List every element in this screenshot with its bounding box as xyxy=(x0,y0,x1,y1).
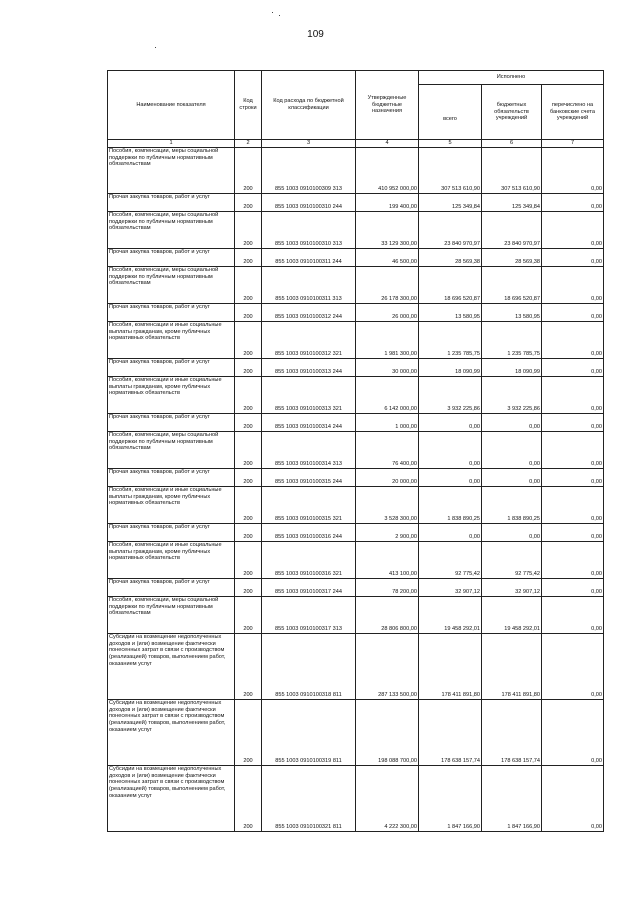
row-line-code: 200 xyxy=(235,633,262,699)
header-executed: Исполнено xyxy=(419,71,604,85)
table-row xyxy=(108,358,604,376)
table-row xyxy=(108,248,604,266)
header-approved-appropriations: Утвержденные бюджетные назначения xyxy=(356,71,419,140)
column-number: 6 xyxy=(482,140,542,148)
row-obligations: 3 932 225,86 xyxy=(482,376,542,413)
table-row xyxy=(108,431,604,468)
row-bank: 0,00 xyxy=(542,486,604,523)
row-total: 92 775,42 xyxy=(419,541,482,578)
row-line-code: 200 xyxy=(235,147,262,193)
row-budget-code: 855 1003 0910100311 313 xyxy=(262,266,356,303)
column-number: 5 xyxy=(419,140,482,148)
row-name: Пособия, компенсации, меры социальной поддержки по публичным нормативным обязательствам xyxy=(108,596,235,633)
table-row xyxy=(108,699,604,765)
row-budget-code: 855 1003 0910100321 811 xyxy=(262,765,356,831)
row-budget-code: 855 1003 0910100316 244 xyxy=(262,523,356,541)
row-obligations: 1 235 785,75 xyxy=(482,321,542,358)
row-line-code: 200 xyxy=(235,486,262,523)
row-name: Пособия, компенсации, меры социальной поддержки по публичным нормативным обязательствам xyxy=(108,147,235,193)
row-budget-code: 855 1003 0910100314 244 xyxy=(262,413,356,431)
row-approved: 33 129 300,00 xyxy=(356,211,419,248)
row-name: Субсидии на возмещение недополученных доходов и (или) возмещение фактически понесенных затрат в связи с производством (реализацией) товаров, выполнением работ, оказанием услуг xyxy=(108,633,235,699)
column-number: 1 xyxy=(108,140,235,148)
row-total: 0,00 xyxy=(419,431,482,468)
row-approved: 198 088 700,00 xyxy=(356,699,419,765)
row-total: 13 580,95 xyxy=(419,303,482,321)
column-number: 7 xyxy=(542,140,604,148)
row-line-code: 200 xyxy=(235,211,262,248)
row-name: Субсидии на возмещение недополученных доходов и (или) возмещение фактически понесенных затрат в связи с производством (реализацией) товаров, выполнением работ, оказанием услуг xyxy=(108,699,235,765)
row-approved: 28 806 800,00 xyxy=(356,596,419,633)
row-bank: 0,00 xyxy=(542,541,604,578)
row-obligations: 18 696 520,87 xyxy=(482,266,542,303)
row-name: Пособия, компенсации, меры социальной поддержки по публичным нормативным обязательствам xyxy=(108,431,235,468)
row-budget-code: 855 1003 0910100313 321 xyxy=(262,376,356,413)
row-approved: 3 528 300,00 xyxy=(356,486,419,523)
table-row xyxy=(108,303,604,321)
row-line-code: 200 xyxy=(235,248,262,266)
row-obligations: 125 349,84 xyxy=(482,193,542,211)
row-approved: 199 400,00 xyxy=(356,193,419,211)
row-name: Прочая закупка товаров, работ и услуг xyxy=(108,303,235,321)
row-bank: 0,00 xyxy=(542,578,604,596)
table-row xyxy=(108,523,604,541)
row-obligations: 19 458 292,01 xyxy=(482,596,542,633)
row-total: 19 458 292,01 xyxy=(419,596,482,633)
column-number: 4 xyxy=(356,140,419,148)
row-obligations: 32 907,12 xyxy=(482,578,542,596)
row-approved: 6 142 000,00 xyxy=(356,376,419,413)
row-line-code: 200 xyxy=(235,413,262,431)
row-name: Прочая закупка товаров, работ и услуг xyxy=(108,578,235,596)
table-row xyxy=(108,413,604,431)
table-row xyxy=(108,193,604,211)
row-line-code: 200 xyxy=(235,765,262,831)
row-total: 1 235 785,75 xyxy=(419,321,482,358)
column-number-row xyxy=(108,140,604,148)
row-budget-code: 855 1003 0910100317 313 xyxy=(262,596,356,633)
row-budget-code: 855 1003 0910100317 244 xyxy=(262,578,356,596)
header-budget-code: Код расхода по бюджетной классификации xyxy=(262,71,356,140)
row-bank: 0,00 xyxy=(542,431,604,468)
table-row xyxy=(108,211,604,248)
row-approved: 410 952 000,00 xyxy=(356,147,419,193)
row-total: 23 840 970,97 xyxy=(419,211,482,248)
row-budget-code: 855 1003 0910100315 244 xyxy=(262,468,356,486)
column-number: 3 xyxy=(262,140,356,148)
row-bank: 0,00 xyxy=(542,303,604,321)
row-total: 178 411 891,80 xyxy=(419,633,482,699)
row-obligations: 23 840 970,97 xyxy=(482,211,542,248)
row-line-code: 200 xyxy=(235,578,262,596)
table-row xyxy=(108,541,604,578)
row-budget-code: 855 1003 0910100310 244 xyxy=(262,193,356,211)
row-budget-code: 855 1003 0910100311 244 xyxy=(262,248,356,266)
row-total: 178 638 157,74 xyxy=(419,699,482,765)
page-number: 109 xyxy=(307,29,324,40)
row-obligations: 178 411 891,80 xyxy=(482,633,542,699)
row-total: 1 847 166,90 xyxy=(419,765,482,831)
row-budget-code: 855 1003 0910100318 811 xyxy=(262,633,356,699)
row-bank: 0,00 xyxy=(542,211,604,248)
row-name: Пособия, компенсации и иные социальные выплаты гражданам, кроме публичных нормативных обязательств xyxy=(108,321,235,358)
row-name: Пособия, компенсации и иные социальные выплаты гражданам, кроме публичных нормативных обязательств xyxy=(108,486,235,523)
table-row xyxy=(108,578,604,596)
row-budget-code: 855 1003 0910100312 321 xyxy=(262,321,356,358)
row-line-code: 200 xyxy=(235,468,262,486)
row-bank: 0,00 xyxy=(542,376,604,413)
row-line-code: 200 xyxy=(235,193,262,211)
row-obligations: 178 638 157,74 xyxy=(482,699,542,765)
table-row xyxy=(108,486,604,523)
row-budget-code: 855 1003 0910100312 244 xyxy=(262,303,356,321)
row-line-code: 200 xyxy=(235,431,262,468)
row-approved: 76 400,00 xyxy=(356,431,419,468)
row-name: Пособия, компенсации, меры социальной поддержки по публичным нормативным обязательствам xyxy=(108,266,235,303)
row-total: 18 090,99 xyxy=(419,358,482,376)
row-approved: 1 981 300,00 xyxy=(356,321,419,358)
row-bank: 0,00 xyxy=(542,248,604,266)
row-bank: 0,00 xyxy=(542,266,604,303)
row-budget-code: 855 1003 0910100315 321 xyxy=(262,486,356,523)
row-total: 0,00 xyxy=(419,523,482,541)
row-name: Пособия, компенсации, меры социальной поддержки по публичным нормативным обязательствам xyxy=(108,211,235,248)
row-approved: 1 000,00 xyxy=(356,413,419,431)
row-approved: 20 000,00 xyxy=(356,468,419,486)
row-obligations: 13 580,95 xyxy=(482,303,542,321)
budget-execution-table xyxy=(107,70,604,832)
table-row xyxy=(108,468,604,486)
row-approved: 2 900,00 xyxy=(356,523,419,541)
row-total: 0,00 xyxy=(419,468,482,486)
row-name: Прочая закупка товаров, работ и услуг xyxy=(108,193,235,211)
row-obligations: 0,00 xyxy=(482,413,542,431)
row-line-code: 200 xyxy=(235,321,262,358)
row-budget-code: 855 1003 0910100314 313 xyxy=(262,431,356,468)
row-budget-code: 855 1003 0910100316 321 xyxy=(262,541,356,578)
row-line-code: 200 xyxy=(235,523,262,541)
row-approved: 78 200,00 xyxy=(356,578,419,596)
row-approved: 287 133 500,00 xyxy=(356,633,419,699)
row-total: 307 513 610,90 xyxy=(419,147,482,193)
table-row xyxy=(108,147,604,193)
table-row xyxy=(108,376,604,413)
row-total: 28 569,38 xyxy=(419,248,482,266)
row-obligations: 18 090,99 xyxy=(482,358,542,376)
row-name: Прочая закупка товаров, работ и услуг xyxy=(108,523,235,541)
row-budget-code: 855 1003 0910100310 313 xyxy=(262,211,356,248)
table-row xyxy=(108,321,604,358)
row-approved: 413 100,00 xyxy=(356,541,419,578)
row-obligations: 1 847 166,90 xyxy=(482,765,542,831)
row-budget-code: 855 1003 0910100319 811 xyxy=(262,699,356,765)
row-total: 18 696 520,87 xyxy=(419,266,482,303)
row-bank: 0,00 xyxy=(542,358,604,376)
row-line-code: 200 xyxy=(235,699,262,765)
row-approved: 26 178 300,00 xyxy=(356,266,419,303)
column-number: 2 xyxy=(235,140,262,148)
row-bank: 0,00 xyxy=(542,147,604,193)
row-line-code: 200 xyxy=(235,376,262,413)
row-budget-code: 855 1003 0910100313 244 xyxy=(262,358,356,376)
row-budget-code: 855 1003 0910100309 313 xyxy=(262,147,356,193)
scan-speck xyxy=(272,12,273,13)
table-row xyxy=(108,633,604,699)
table-row xyxy=(108,765,604,831)
row-bank: 0,00 xyxy=(542,765,604,831)
row-total: 0,00 xyxy=(419,413,482,431)
row-obligations: 92 775,42 xyxy=(482,541,542,578)
table-row xyxy=(108,266,604,303)
row-bank: 0,00 xyxy=(542,413,604,431)
row-total: 3 932 225,86 xyxy=(419,376,482,413)
row-bank: 0,00 xyxy=(542,699,604,765)
row-approved: 26 000,00 xyxy=(356,303,419,321)
row-line-code: 200 xyxy=(235,358,262,376)
header-total: всего xyxy=(419,85,482,140)
row-obligations: 0,00 xyxy=(482,431,542,468)
row-name: Прочая закупка товаров, работ и услуг xyxy=(108,413,235,431)
row-bank: 0,00 xyxy=(542,468,604,486)
row-bank: 0,00 xyxy=(542,321,604,358)
row-obligations: 1 838 890,25 xyxy=(482,486,542,523)
row-line-code: 200 xyxy=(235,303,262,321)
row-name: Прочая закупка товаров, работ и услуг xyxy=(108,468,235,486)
row-line-code: 200 xyxy=(235,596,262,633)
row-bank: 0,00 xyxy=(542,633,604,699)
row-obligations: 307 513 610,90 xyxy=(482,147,542,193)
scan-speck xyxy=(155,47,156,48)
row-name: Пособия, компенсации и иные социальные выплаты гражданам, кроме публичных нормативных обязательств xyxy=(108,376,235,413)
row-name: Субсидии на возмещение недополученных доходов и (или) возмещение фактически понесенных затрат в связи с производством (реализацией) товаров, выполнением работ, оказанием услуг xyxy=(108,765,235,831)
row-name: Пособия, компенсации и иные социальные выплаты гражданам, кроме публичных нормативных обязательств xyxy=(108,541,235,578)
row-total: 1 838 890,25 xyxy=(419,486,482,523)
row-line-code: 200 xyxy=(235,266,262,303)
row-approved: 30 000,00 xyxy=(356,358,419,376)
header-budget-obligations: бюджетных обязательств учреждений xyxy=(482,85,542,140)
table-row xyxy=(108,596,604,633)
row-name: Прочая закупка товаров, работ и услуг xyxy=(108,358,235,376)
header-line-code: Код строки xyxy=(235,71,262,140)
row-obligations: 28 569,38 xyxy=(482,248,542,266)
row-approved: 4 222 300,00 xyxy=(356,765,419,831)
row-bank: 0,00 xyxy=(542,596,604,633)
row-obligations: 0,00 xyxy=(482,468,542,486)
row-total: 32 907,12 xyxy=(419,578,482,596)
row-approved: 46 500,00 xyxy=(356,248,419,266)
header-indicator-name: Наименование показателя xyxy=(108,71,235,140)
row-bank: 0,00 xyxy=(542,523,604,541)
row-name: Прочая закупка товаров, работ и услуг xyxy=(108,248,235,266)
row-line-code: 200 xyxy=(235,541,262,578)
header-bank-accounts: перечислено на банковские счета учреждений xyxy=(542,85,604,140)
row-total: 125 349,84 xyxy=(419,193,482,211)
row-obligations: 0,00 xyxy=(482,523,542,541)
scan-speck xyxy=(279,15,280,16)
row-bank: 0,00 xyxy=(542,193,604,211)
